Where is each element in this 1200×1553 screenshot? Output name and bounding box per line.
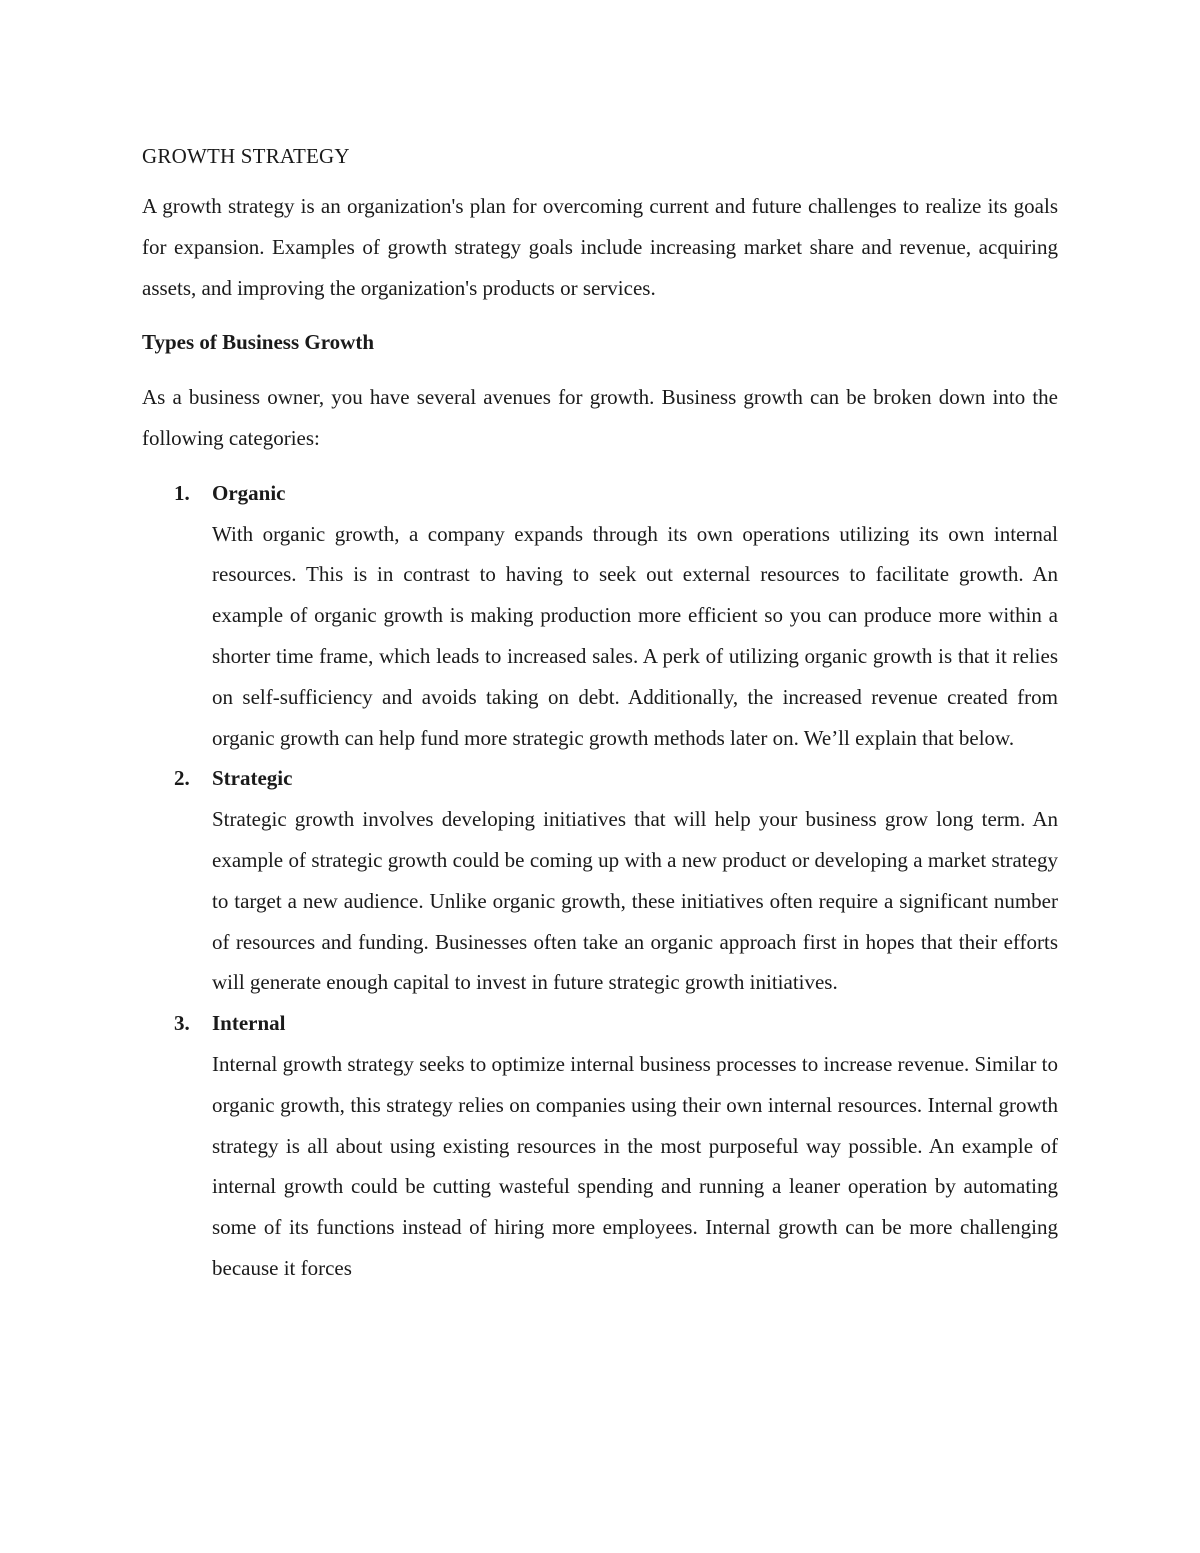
list-item-body: Internal growth strategy seeks to optimize internal business processes to increase revenue. Similar to organic growth, this strategy relies on companies using their own internal resources. Internal growth strategy is all about using existing resources in the most purposeful way possible. An example of internal growth could be cutting wasteful spending and running a leaner operation by automating some of its functions instead of hiring more employees. Internal growth can be more challenging because it forces [212, 1051, 1058, 1280]
list-item-number: 3. [174, 1011, 190, 1036]
list-item-body: With organic growth, a company expands through its own operations utilizing its own internal resources. This is in contrast to having to seek out external resources to facilitate growth. An example of organic growth is making production more efficient so you can produce more within a shorter time frame, which leads to increased sales. A perk of utilizing organic growth is that it relies on self-sufficiency and avoids taking on debt. Additionally, the increased revenue created from organic growth can help fund more strategic growth methods later on. We’ll explain that below. [212, 521, 1058, 750]
list-item-number: 2. [174, 766, 190, 791]
list-item-strategic [142, 758, 1058, 1003]
list-item-organic [142, 473, 1058, 759]
list-item-title: Internal [212, 1011, 286, 1036]
list-item-body: Strategic growth involves developing initiatives that will help your business grow long term. An example of strategic growth could be coming up with a new product or developing a market strategy to target a new audience. Unlike organic growth, these initiatives often require a significant number of resources and funding. Businesses often take an organic approach first in hopes that their efforts will generate enough capital to invest in future strategic growth initiatives. [212, 807, 1058, 995]
document-page [142, 140, 1058, 1289]
section-heading: Types of Business Growth [142, 330, 375, 355]
growth-types-list [142, 473, 1058, 1289]
list-item-title: Strategic [212, 766, 293, 791]
section-intro-paragraph: As a business owner, you have several avenues for growth. Business growth can be broken down into the following categories: [142, 385, 1058, 450]
list-item-number: 1. [174, 480, 190, 505]
list-item-internal [142, 1003, 1058, 1289]
intro-paragraph: A growth strategy is an organization's plan for overcoming current and future challenges to realize its goals for expansion. Examples of growth strategy goals include increasing market share and revenue, acquiring assets, and improving the organization's products or services. [142, 194, 1058, 300]
list-item-title: Organic [212, 480, 286, 505]
document-title: GROWTH STRATEGY [142, 144, 350, 168]
